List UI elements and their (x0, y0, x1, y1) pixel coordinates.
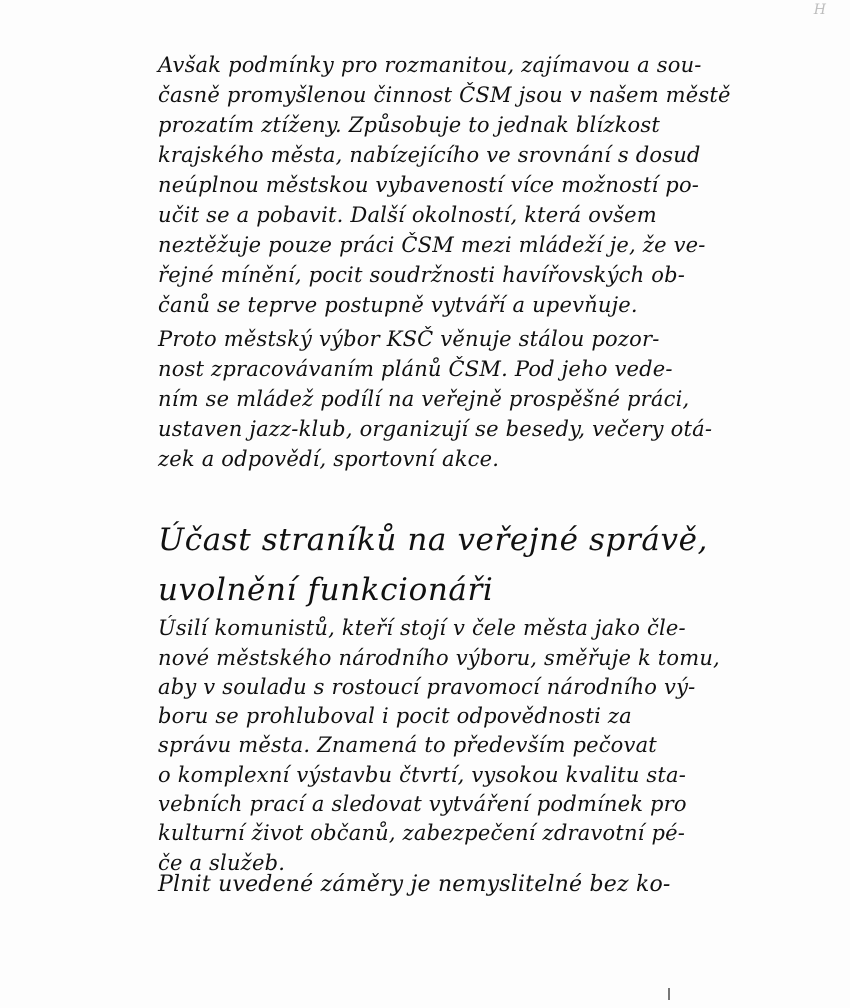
text-line: vebních prací a sledovat vytváření podmínek pro (158, 792, 687, 817)
text-line: Avšak podmínky pro rozmanitou, zajímavou a sou- (158, 53, 702, 77)
text-line: Plnit uvedené záměry je nemyslitelné bez ko- (158, 872, 671, 897)
page-edge-mark (668, 988, 670, 1000)
heading-line: uvolnění funkcionáři (158, 572, 494, 608)
paragraph-4 (158, 866, 788, 896)
text-line: ustaven jazz-klub, organizují se besedy, večery otá- (158, 417, 713, 441)
text-line: nost zpracovávaním plánů ČSM. Pod jeho vede- (158, 357, 673, 381)
heading-line: Účast straníků na veřejné správě, (158, 522, 709, 558)
paragraph-2 (158, 320, 788, 470)
text-line: nové městského národního výboru, směřuje k tomu, (158, 645, 720, 670)
text-line: prozatím ztíženy. Způsobuje to jednak blízkost (158, 113, 660, 137)
corner-mark: H (813, 2, 826, 18)
text-line: zek a odpovědí, sportovní akce. (158, 447, 500, 471)
text-line: Úsilí komunistů, kteří stojí v čele města jako čle- (158, 616, 686, 641)
text-line: čanů se teprve postupně vytváří a upevňuje. (158, 293, 638, 317)
text-line: řejné mínění, pocit soudržnosti havířovských ob- (158, 263, 686, 287)
text-line: krajského města, nabízejícího ve srovnání s dosud (158, 143, 701, 167)
text-line: če a služeb. (158, 850, 286, 875)
text-line: učit se a pobavit. Další okolností, která ovšem (158, 203, 657, 227)
text-line: ním se mládež podílí na veřejně prospěšné práci, (158, 387, 690, 411)
section-heading (158, 506, 798, 606)
paragraph-1 (158, 46, 788, 316)
text-line: aby v souladu s rostoucí pravomocí národního vý- (158, 674, 696, 699)
text-line: o komplexní výstavbu čtvrtí, vysokou kvalitu sta- (158, 762, 687, 787)
text-line: kulturní život občanů, zabezpečení zdravotní pé- (158, 821, 686, 846)
text-line: správu města. Znamená to především pečovat (158, 733, 657, 758)
paragraph-3 (158, 610, 788, 874)
text-line: neúplnou městskou vybaveností více možností po- (158, 173, 700, 197)
text-line: Proto městský výbor KSČ věnuje stálou pozor- (158, 327, 660, 351)
text-line: boru se prohluboval i pocit odpovědnosti za (158, 704, 632, 729)
text-line: časně promyšlenou činnost ČSM jsou v našem městě (158, 83, 731, 107)
text-line: neztěžuje pouze práci ČSM mezi mládeží je, že ve- (158, 233, 706, 257)
